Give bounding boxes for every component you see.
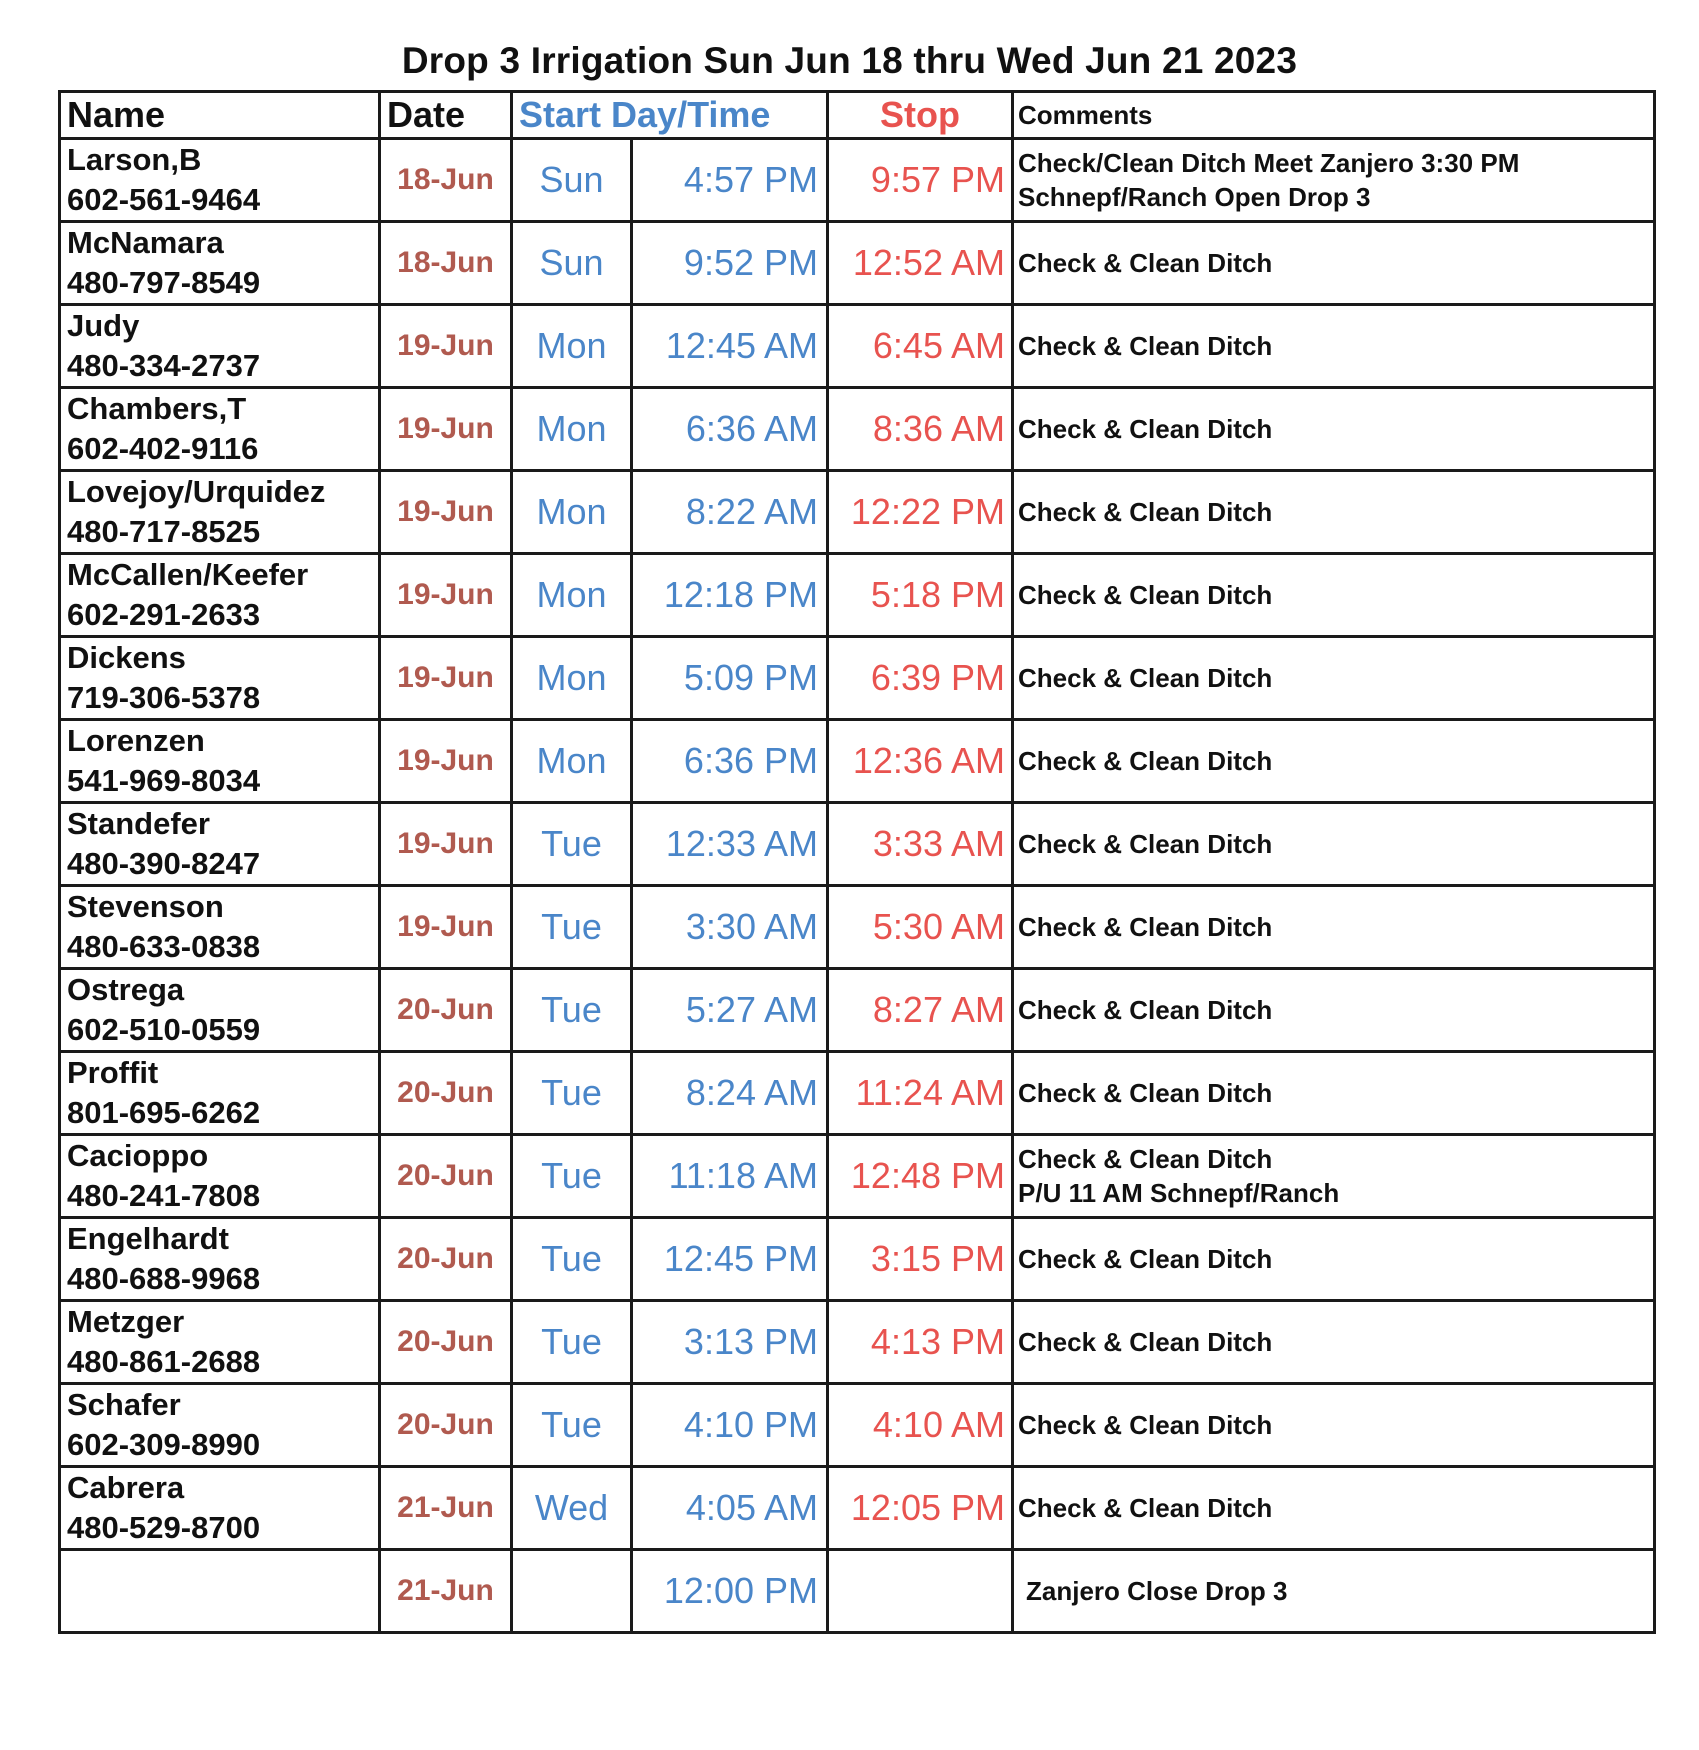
stop-time-cell: 5:18 PM [828,554,1013,637]
start-time-cell: 3:30 AM [632,886,828,969]
comment-line: Check & Clean Ditch [1018,1410,1273,1440]
name-cell [60,886,380,969]
comments-cell [1013,1301,1655,1384]
name-cell [60,554,380,637]
start-time-cell: 12:45 AM [632,305,828,388]
schedule-rows [60,139,1655,1633]
start-day-cell: Mon [512,720,632,803]
irrigator-name: Standefer [67,806,210,841]
stop-time-cell: 3:15 PM [828,1218,1013,1301]
table-row [60,803,1655,886]
start-time-cell: 5:27 AM [632,969,828,1052]
irrigator-phone: 801-695-6262 [67,1095,261,1130]
start-day-cell: Tue [512,969,632,1052]
table-row [60,388,1655,471]
irrigator-name: Stevenson [67,889,224,924]
start-time-cell: 12:45 PM [632,1218,828,1301]
irrigator-phone: 602-561-9464 [67,182,261,217]
start-time-cell: 5:09 PM [632,637,828,720]
name-cell [60,388,380,471]
start-day-cell: Mon [512,305,632,388]
start-day-cell: Tue [512,886,632,969]
date-cell: 19-Jun [380,471,512,554]
table-row [60,969,1655,1052]
irrigator-phone: 480-797-8549 [67,265,261,300]
irrigator-name: Lovejoy/Urquidez [67,474,326,509]
irrigator-name: Proffit [67,1055,159,1090]
irrigator-phone: 602-510-0559 [67,1012,261,1047]
comments-cell [1013,886,1655,969]
stop-time-cell: 12:36 AM [828,720,1013,803]
irrigator-name: Dickens [67,640,186,675]
comments-cell [1013,139,1655,222]
stop-time-cell: 11:24 AM [828,1052,1013,1135]
start-day-cell: Tue [512,1384,632,1467]
comments-cell [1013,1384,1655,1467]
name-cell [60,1467,380,1550]
name-cell [60,637,380,720]
date-cell: 18-Jun [380,139,512,222]
comments-cell [1013,1135,1655,1218]
comment-line: Check & Clean Ditch [1018,580,1273,610]
name-cell [60,1052,380,1135]
date-cell: 19-Jun [380,305,512,388]
irrigator-phone: 480-861-2688 [67,1344,261,1379]
irrigator-phone: 480-688-9968 [67,1261,261,1296]
table-row [60,305,1655,388]
name-cell [60,1301,380,1384]
header-comments: Comments [1013,92,1655,139]
start-day-cell: Tue [512,1052,632,1135]
comment-line: Check & Clean Ditch [1018,248,1273,278]
date-cell: 20-Jun [380,969,512,1052]
name-cell [60,471,380,554]
date-cell: 20-Jun [380,1218,512,1301]
table-row [60,1550,1655,1633]
name-cell [60,1550,380,1633]
date-cell: 20-Jun [380,1135,512,1218]
comment-line: Check & Clean Ditch [1018,663,1273,693]
start-time-cell: 9:52 PM [632,222,828,305]
stop-time-cell: 12:22 PM [828,471,1013,554]
comments-cell [1013,1218,1655,1301]
start-day-cell: Wed [512,1467,632,1550]
start-time-cell: 12:00 PM [632,1550,828,1633]
table-row [60,720,1655,803]
date-cell: 19-Jun [380,388,512,471]
irrigator-phone: 480-717-8525 [67,514,261,549]
comments-cell [1013,1550,1655,1633]
comment-line: Check & Clean Ditch [1018,746,1273,776]
comment-line: Zanjero Close Drop 3 [1026,1576,1288,1606]
comments-cell [1013,388,1655,471]
irrigator-name: Lorenzen [67,723,205,758]
irrigator-name: Judy [67,308,140,343]
comment-line: P/U 11 AM Schnepf/Ranch [1018,1178,1340,1208]
stop-time-cell: 3:33 AM [828,803,1013,886]
table-row [60,1301,1655,1384]
header-stop: Stop [828,92,1013,139]
date-cell: 19-Jun [380,720,512,803]
comments-cell [1013,1467,1655,1550]
start-day-cell: Tue [512,1301,632,1384]
header-start: Start Day/Time [512,92,828,139]
start-day-cell: Sun [512,222,632,305]
date-cell: 20-Jun [380,1052,512,1135]
date-cell: 19-Jun [380,886,512,969]
table-row [60,886,1655,969]
comments-cell [1013,1052,1655,1135]
irrigator-phone: 719-306-5378 [67,680,261,715]
date-cell: 19-Jun [380,803,512,886]
table-row [60,1467,1655,1550]
page-title: Drop 3 Irrigation Sun Jun 18 thru Wed Jun 21 2023 [401,40,1298,81]
comment-line: Check & Clean Ditch [1018,912,1273,942]
comment-line: Check & Clean Ditch [1018,829,1273,859]
irrigator-phone: 480-334-2737 [67,348,261,383]
header-row [60,92,1655,139]
table-row [60,1218,1655,1301]
table-row [60,1052,1655,1135]
header-name: Name [60,92,380,139]
comments-cell [1013,803,1655,886]
comments-cell [1013,637,1655,720]
date-cell: 20-Jun [380,1384,512,1467]
date-cell: 21-Jun [380,1550,512,1633]
irrigator-phone: 602-402-9116 [67,431,259,466]
comments-cell [1013,222,1655,305]
name-cell [60,1218,380,1301]
start-day-cell: Tue [512,1135,632,1218]
stop-time-cell: 4:13 PM [828,1301,1013,1384]
name-cell [60,1384,380,1467]
name-cell [60,969,380,1052]
name-cell [60,803,380,886]
start-day-cell [512,1550,632,1633]
comments-cell [1013,305,1655,388]
irrigator-name: Schafer [67,1387,181,1422]
table-row [60,222,1655,305]
stop-time-cell: 9:57 PM [828,139,1013,222]
stop-time-cell: 12:48 PM [828,1135,1013,1218]
start-time-cell: 8:24 AM [632,1052,828,1135]
date-cell: 20-Jun [380,1301,512,1384]
table-row [60,637,1655,720]
start-time-cell: 4:57 PM [632,139,828,222]
irrigator-name: Cabrera [67,1470,185,1505]
start-time-cell: 4:05 AM [632,1467,828,1550]
name-cell [60,139,380,222]
start-day-cell: Tue [512,1218,632,1301]
irrigator-phone: 480-529-8700 [67,1510,261,1545]
start-time-cell: 6:36 PM [632,720,828,803]
start-time-cell: 11:18 AM [632,1135,828,1218]
comment-line: Schnepf/Ranch Open Drop 3 [1018,182,1371,212]
start-time-cell: 12:33 AM [632,803,828,886]
irrigator-name: Larson,B [67,142,202,177]
stop-time-cell: 4:10 AM [828,1384,1013,1467]
table-row [60,1135,1655,1218]
stop-time-cell: 5:30 AM [828,886,1013,969]
stop-time-cell: 12:52 AM [828,222,1013,305]
comment-line: Check/Clean Ditch Meet Zanjero 3:30 PM [1018,148,1520,178]
start-day-cell: Sun [512,139,632,222]
date-cell: 19-Jun [380,554,512,637]
table-row [60,1384,1655,1467]
irrigator-phone: 480-390-8247 [67,846,261,881]
stop-time-cell: 6:39 PM [828,637,1013,720]
comment-line: Check & Clean Ditch [1018,497,1273,527]
table-row [60,471,1655,554]
comments-cell [1013,471,1655,554]
name-cell [60,222,380,305]
comments-cell [1013,554,1655,637]
irrigator-phone: 602-291-2633 [67,597,261,632]
comment-line: Check & Clean Ditch [1018,995,1273,1025]
comment-line: Check & Clean Ditch [1018,1244,1273,1274]
stop-time-cell: 12:05 PM [828,1467,1013,1550]
start-time-cell: 8:22 AM [632,471,828,554]
irrigator-name: Metzger [67,1304,185,1339]
date-cell: 18-Jun [380,222,512,305]
irrigator-phone: 602-309-8990 [67,1427,261,1462]
comment-line: Check & Clean Ditch [1018,414,1273,444]
comment-line: Check & Clean Ditch [1018,1493,1273,1523]
start-day-cell: Mon [512,388,632,471]
comment-line: Check & Clean Ditch [1018,1327,1273,1357]
irrigator-name: Engelhardt [67,1221,229,1256]
table-row [60,139,1655,222]
name-cell [60,1135,380,1218]
irrigator-name: McCallen/Keefer [67,557,309,592]
comment-line: Check & Clean Ditch [1018,1078,1273,1108]
comments-cell [1013,720,1655,803]
start-day-cell: Mon [512,637,632,720]
name-cell [60,305,380,388]
irrigator-phone: 541-969-8034 [67,763,261,798]
table-row [60,554,1655,637]
stop-time-cell: 8:36 AM [828,388,1013,471]
header-date: Date [380,92,512,139]
irrigator-phone: 480-241-7808 [67,1178,261,1213]
date-cell: 19-Jun [380,637,512,720]
comment-line: Check & Clean Ditch [1018,1144,1273,1174]
start-time-cell: 12:18 PM [632,554,828,637]
irrigator-name: McNamara [67,225,224,260]
comments-cell [1013,969,1655,1052]
start-time-cell: 4:10 PM [632,1384,828,1467]
irrigator-name: Chambers,T [67,391,247,426]
irrigator-phone: 480-633-0838 [67,929,261,964]
start-time-cell: 6:36 AM [632,388,828,471]
date-cell: 21-Jun [380,1467,512,1550]
irrigator-name: Cacioppo [67,1138,209,1173]
start-day-cell: Tue [512,803,632,886]
stop-time-cell: 6:45 AM [828,305,1013,388]
irrigator-name: Ostrega [67,972,185,1007]
irrigation-schedule-table [58,90,1656,1634]
comment-line: Check & Clean Ditch [1018,331,1273,361]
start-day-cell: Mon [512,554,632,637]
stop-time-cell [828,1550,1013,1633]
start-day-cell: Mon [512,471,632,554]
name-cell [60,720,380,803]
stop-time-cell: 8:27 AM [828,969,1013,1052]
start-time-cell: 3:13 PM [632,1301,828,1384]
